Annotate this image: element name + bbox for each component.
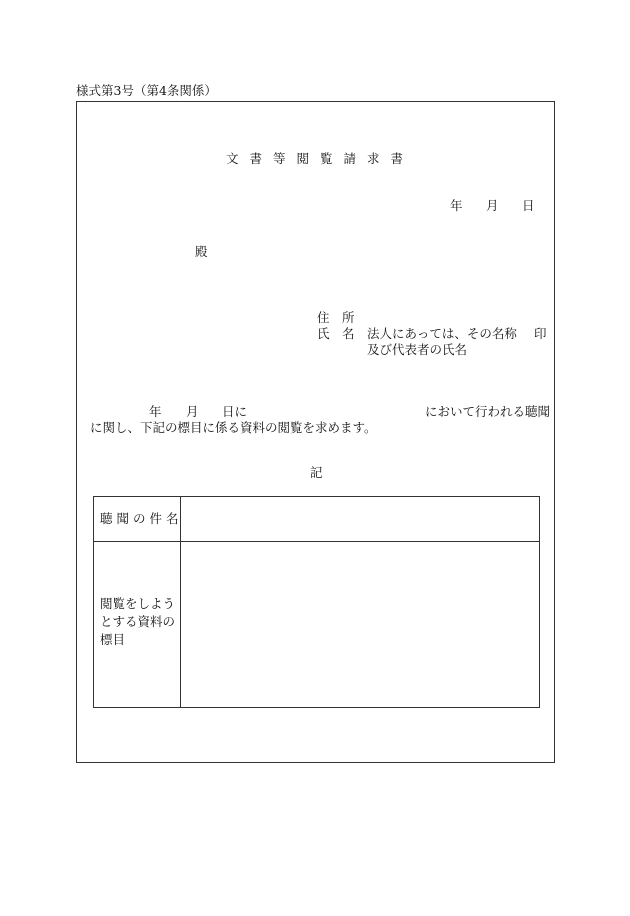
seal-mark: 印 [534,326,547,341]
materials-label-line-2: とする資料の [100,614,176,629]
form-number: 様式第3号（第4条関係） [76,83,217,98]
name-label: 氏 名 [317,326,355,341]
ki-heading: 記 [310,465,323,480]
hearing-day: 日に [222,404,248,419]
request-sentence: に関し、下記の標目に係る資料の閲覧を求めます。 [90,420,377,435]
request-table [93,496,540,708]
hearing-subject-label: 聴聞の件名 [100,511,183,526]
hearing-place-text: において行われる聴聞 [425,404,551,419]
date-day: 日 [522,198,535,213]
hearing-subject-value[interactable] [181,497,539,541]
name-note-2: 及び代表者の氏名 [367,342,468,357]
materials-label [100,595,175,649]
date-year: 年 [450,198,463,213]
hearing-year: 年 [149,404,162,419]
materials-value[interactable] [181,542,539,707]
name-note-1: 法人にあっては、その名称 [367,326,517,341]
materials-label-line-3: 標目 [100,632,126,647]
date-month: 月 [486,198,499,213]
addressee-suffix: 殿 [195,244,208,259]
document-title: 文書等閲覧請求書 [226,151,415,166]
materials-label-line-1: 閲覧をしよう [100,596,176,611]
address-label: 住 所 [317,310,355,325]
hearing-month: 月 [186,404,199,419]
